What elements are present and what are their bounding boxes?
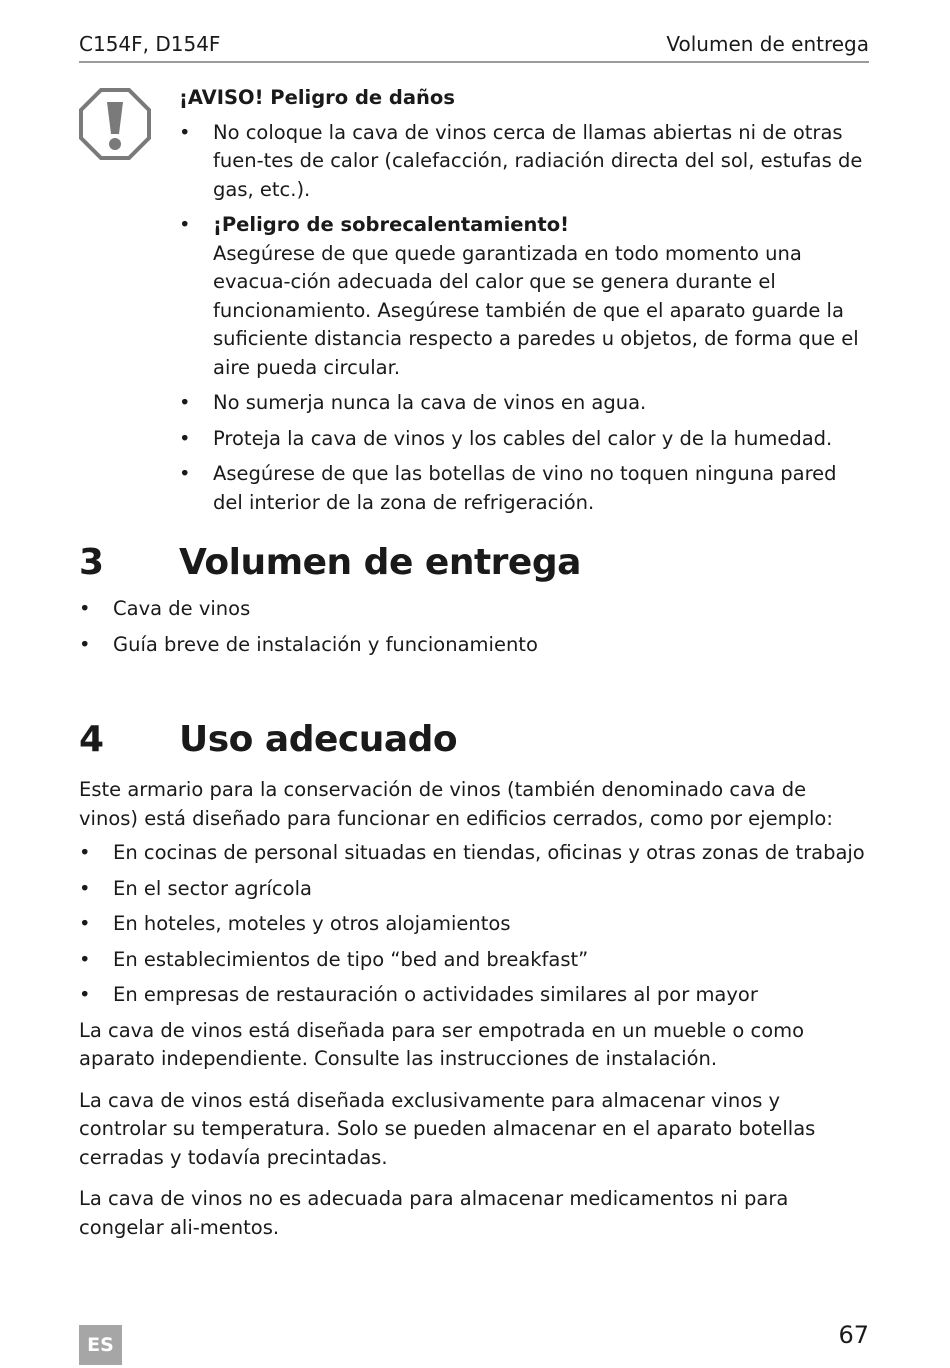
body-paragraph: La cava de vinos no es adecuada para almacenar medicamentos ni para congelar ali-mentos. [79,1187,789,1239]
page-number: 67 [838,1321,869,1349]
section-number: 4 [79,719,104,760]
list-item-text: En establecimientos de tipo “bed and breakfast” [113,947,589,971]
language-badge: ES [79,1325,122,1365]
list-item [179,460,871,517]
delivery-list [79,595,871,659]
list-item-text: Asegúrese de que las botellas de vino no toquen ninguna pared del interior de la zona de refrigeración. [213,462,837,514]
list-item-text: Guía breve de instalación y funcionamiento [113,632,538,656]
list-item-heading: ¡Peligro de sobrecalentamiento! [213,213,570,236]
list-item [79,910,871,939]
header-section: Volumen de entrega [666,32,869,56]
warning-title: ¡AVISO! Peligro de daños [179,86,455,109]
list-item-text: No sumerja nunca la cava de vinos en agua. [213,391,647,414]
bullet: • [79,912,91,935]
list-item [179,119,871,205]
section-heading [79,716,871,764]
header-model: C154F, D154F [79,32,221,56]
section-number: 3 [79,542,104,583]
list-item-text: Asegúrese de que quede garantizada en todo momento una evacua-ción adecuada del calor que se genera durante el funcionamiento. Asegúrese también de que el aparato guarde la suficiente distancia respecto a paredes u objetos, de forma que el aire pueda circular. [213,241,859,379]
list-item-text: Proteja la cava de vinos y los cables del calor y de la humedad. [213,426,833,450]
bullet: • [179,462,191,485]
list-item-text: En el sector agrícola [113,876,312,900]
list-item [179,211,871,382]
list-item [179,389,871,418]
body-paragraph: La cava de vinos está diseñada para ser empotrada en un mueble o como aparato independiente. Consulte las instrucciones de instalación. [79,1018,805,1070]
list-item [79,875,871,904]
warning-list [179,119,871,518]
list-item-text: En empresas de restauración o actividades similares al por mayor [113,983,758,1006]
bullet: • [79,947,91,971]
list-item [179,425,871,454]
list-item-text: Cava de vinos [113,597,251,620]
bullet: • [79,632,91,656]
bullet: • [79,876,91,900]
page-header [79,31,869,63]
usage-list [79,839,871,1010]
bullet: • [179,391,191,414]
section-volumen-de-entrega [79,539,871,666]
list-item-text: No coloque la cava de vinos cerca de llamas abiertas ni de otras fuen-tes de calor (calefacción, radiación directa del sol, estufas de gas, etc.). [213,120,863,201]
bullet: • [79,983,91,1006]
body-paragraph: La cava de vinos está diseñada exclusivamente para almacenar vinos y controlar su temperatura. Solo se pueden almacenar en el aparato botellas cerradas y todavía precintadas. [79,1088,816,1169]
section-heading [79,539,871,587]
list-item-text: En hoteles, moteles y otros alojamientos [113,912,511,935]
list-item [79,839,871,868]
bullet: • [179,213,191,236]
list-item-text: En cocinas de personal situadas en tiendas, oficinas y otras zonas de trabajo [113,841,865,864]
warning-notice [179,84,871,524]
bullet: • [79,841,91,864]
exclamation-octagon-icon [79,88,151,160]
bullet: • [179,426,191,450]
intro-paragraph: Este armario para la conservación de vinos (también denominado cava de vinos) está diseñado para funcionar en edificios cerrados, como por ejemplo: [79,778,833,830]
section-uso-adecuado [79,716,871,1255]
list-item [79,981,871,1010]
list-item [79,595,871,624]
list-item [79,946,871,975]
bullet: • [79,597,91,620]
section-title: Volumen de entrega [179,542,581,583]
bullet: • [179,120,191,144]
section-title: Uso adecuado [179,719,458,760]
list-item [79,631,871,660]
